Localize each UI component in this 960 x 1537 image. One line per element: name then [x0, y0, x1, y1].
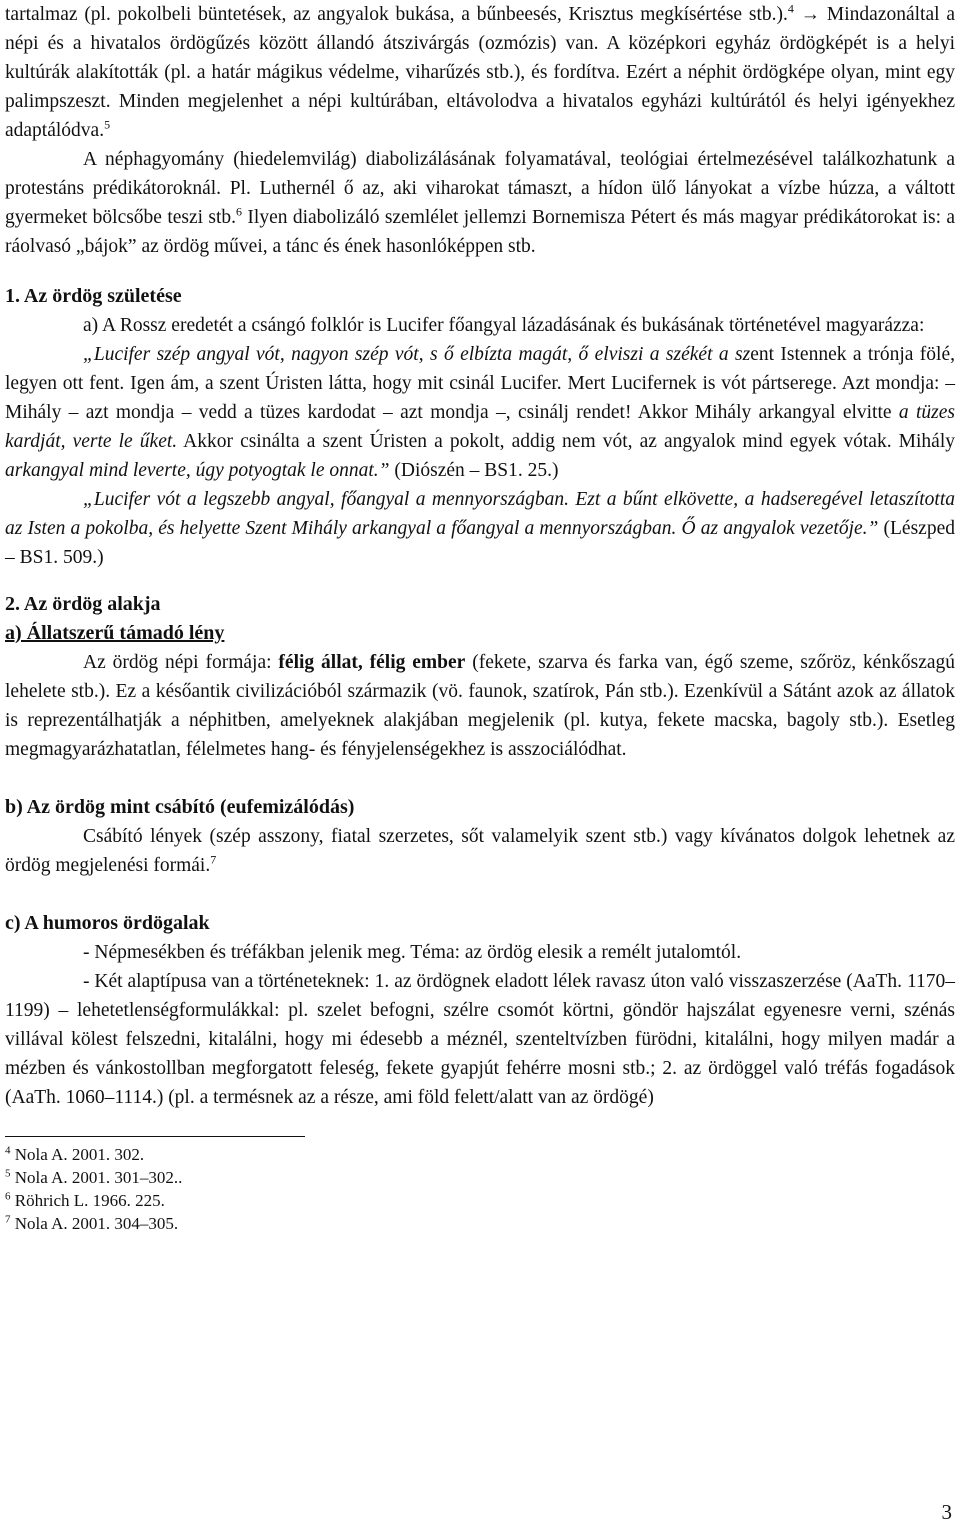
body-text: Az ördög népi formája: [83, 652, 279, 673]
footnote-number: 4 [5, 1144, 11, 1157]
footnotes [5, 1143, 955, 1235]
footnote-text: Nola A. 2001. 304–305. [14, 1214, 179, 1233]
quote-text: „Lucifer vót a legszebb angyal, főangyal a mennyországban. Ezt a bűnt elkövette, a hadseregével letaszította az Isten a pokolba, és helyette Szent Mihály arkangyal a főangyal a mennyországban. Ő az angyalok vezetője.” [5, 489, 955, 539]
footnote [5, 1212, 955, 1235]
intro-text: Ilyen diabolizáló szemlélet jellemzi Bornemisza Pétert és más magyar prédikátorokat is: a ráolvasó „bájok” az ördög művei, a tánc és ének hasonlóképpen stb. [5, 207, 955, 257]
quote-source: (Diószén – BS1. 25.) [389, 460, 559, 481]
footnote [5, 1166, 955, 1189]
section-heading: 1. Az ördög születése [5, 285, 182, 307]
footnote-ref[interactable]: 5 [104, 117, 111, 132]
footnote-number: 5 [5, 1167, 11, 1180]
footnote-ref[interactable]: 4 [787, 1, 794, 16]
emphasis-text: félig állat, félig ember [278, 652, 466, 673]
intro-text: → Mindazonáltal a népi és a hivatalos ördögűzés között állandó átszivárgás (ozmózis) van. A középkori egyház ördögképét is a helyi kultúrák alakították (pl. a határ mágikus védelme, viharűzés stb.), és fordítva. Ezért a néphit ördögképe olyan, mint egy palimpszeszt. Minden megjelenhet a népi kultúrában, eltávolodva a hivatalos egyházi kultúrától és helyi igényekhez adaptálódva. [5, 4, 955, 141]
body-text: Csábító lények (szép asszony, fiatal szerzetes, sőt valamelyik szent stb.) vagy kívánatos dolgok lehetnek az ördög megjelenési formái. [5, 826, 955, 876]
quote-paragraph [5, 340, 955, 485]
section2c-item: - Népmesékben és tréfákban jelenik meg. Téma: az ördög elesik a remélt jutalomtól. [83, 942, 742, 963]
footnote-divider [5, 1136, 305, 1137]
footnote-number: 7 [5, 1213, 11, 1226]
intro-text: A néphagyomány (hiedelemvilág) diabolizálásának folyamatával, teológiai értelmezésével találkozhatunk a protestáns prédikátoroknál. Pl. Luthernél ő az, aki viharokat támaszt, a hídon ülő lányokat a vízbe húzza, a váltott gyermeket bölcsőbe teszi stb. [5, 149, 955, 228]
body-text: (fekete, szarva és farka van, égő szeme, szőröz, kénkőszagú lehelete stb.). Ez a későantik civilizációból származik (vö. faunok, szatírok, Pán stb.). Ezenkívül a Sátánt azok az állatok is reprezentálhatják a néphitben, amelyeknek alakjában megjelenik (pl. kutya, fekete macska, bagoly stb.). Esetleg megmagyarázhatatlan, félelmetes hang- és fényjelenségekhez is asszociálódhat. [5, 652, 956, 760]
subsection-title: a) Állatszerű támadó lény [5, 622, 225, 644]
section-heading: 2. Az ördög alakja [5, 593, 161, 615]
quote-text: „Lucifer szép angyal vót, nagyon szép vót, s ő elbízta magát, ő elviszi a székét a sz [83, 344, 751, 365]
footnote-text: Nola A. 2001. 301–302.. [14, 1168, 183, 1187]
subsection-heading [5, 619, 955, 648]
intro-text: tartalmaz (pl. pokolbeli büntetések, az angyalok bukása, a bűnbeesés, Krisztus megkísértése stb.). [5, 4, 788, 25]
quote-text: Akkor csinálta a szent Úristen a pokolt, addig nem vót, az angyalok mind egyek vótak. Mihály [177, 431, 955, 452]
section2c-item: - Két alaptípusa van a történeteknek: 1. az ördögnek eladott lélek ravasz úton való visszaszerzése (AaTh. 1170–1199) – lehetetlenségformulákkal: pl. szelet befogni, szélre csomót körtni, göndör hajszálat egyenesre verni, szénás villával kölest felszedni, kitalálni, hogy mi édesebb a méznél, szenteltvízben fürödni, kitalálni, hogy milyen madár a mézben és vánkostollban megforgatott feleség, fekete gyapjút fehérre mosni stb.; 2. az ördöggel való tréfás fogadások (AaTh. 1060–1114.) (pl. a termésnek az a része, ami föld felett/alatt van az ördögé) [5, 971, 955, 1108]
footnote [5, 1143, 955, 1166]
footnote-text: Nola A. 2001. 302. [14, 1145, 145, 1164]
footnote-text: Röhrich L. 1966. 225. [14, 1191, 165, 1210]
section2b-text [5, 822, 955, 880]
quote-paragraph [5, 485, 955, 572]
quote-text: a tüzes kardját, verte le űket. [5, 402, 956, 452]
quote-text: arkangyal mind leverte, úgy potyogtak le onnat.” [5, 460, 390, 481]
subsection-heading: b) Az ördög mint csábító (eufemizálódás) [5, 796, 355, 818]
section2a-text [5, 648, 955, 764]
section1-intro: a) A Rossz eredetét a csángó folklór is Lucifer főangyal lázadásának és bukásának történetével magyarázza: [83, 315, 925, 336]
page-number: 3 [941, 1500, 952, 1524]
quote-text: ent Istennek a trónja fölé, legyen ott fent. Igen ám, a szent Úristen látta, hogy mit csinál Lucifer. Mert Lucifernek is vót pártserege. Azt mondja: – Mihály – azt mondja – vedd a tüzes kardodat – azt mondja –, csinálj rendet! Akkor Mihály arkangyal elvitte [5, 344, 955, 423]
intro-paragraph-1 [5, 0, 955, 145]
footnote-ref[interactable]: 7 [210, 852, 217, 867]
subsection-heading: c) A humoros ördögalak [5, 912, 210, 934]
footnote-ref[interactable]: 6 [236, 204, 243, 219]
footnote [5, 1189, 955, 1212]
document-page [5, 0, 955, 1235]
intro-paragraph-2 [5, 145, 955, 261]
quote-source: (Lészped – BS1. 509.) [5, 518, 955, 568]
footnote-number: 6 [5, 1190, 11, 1203]
